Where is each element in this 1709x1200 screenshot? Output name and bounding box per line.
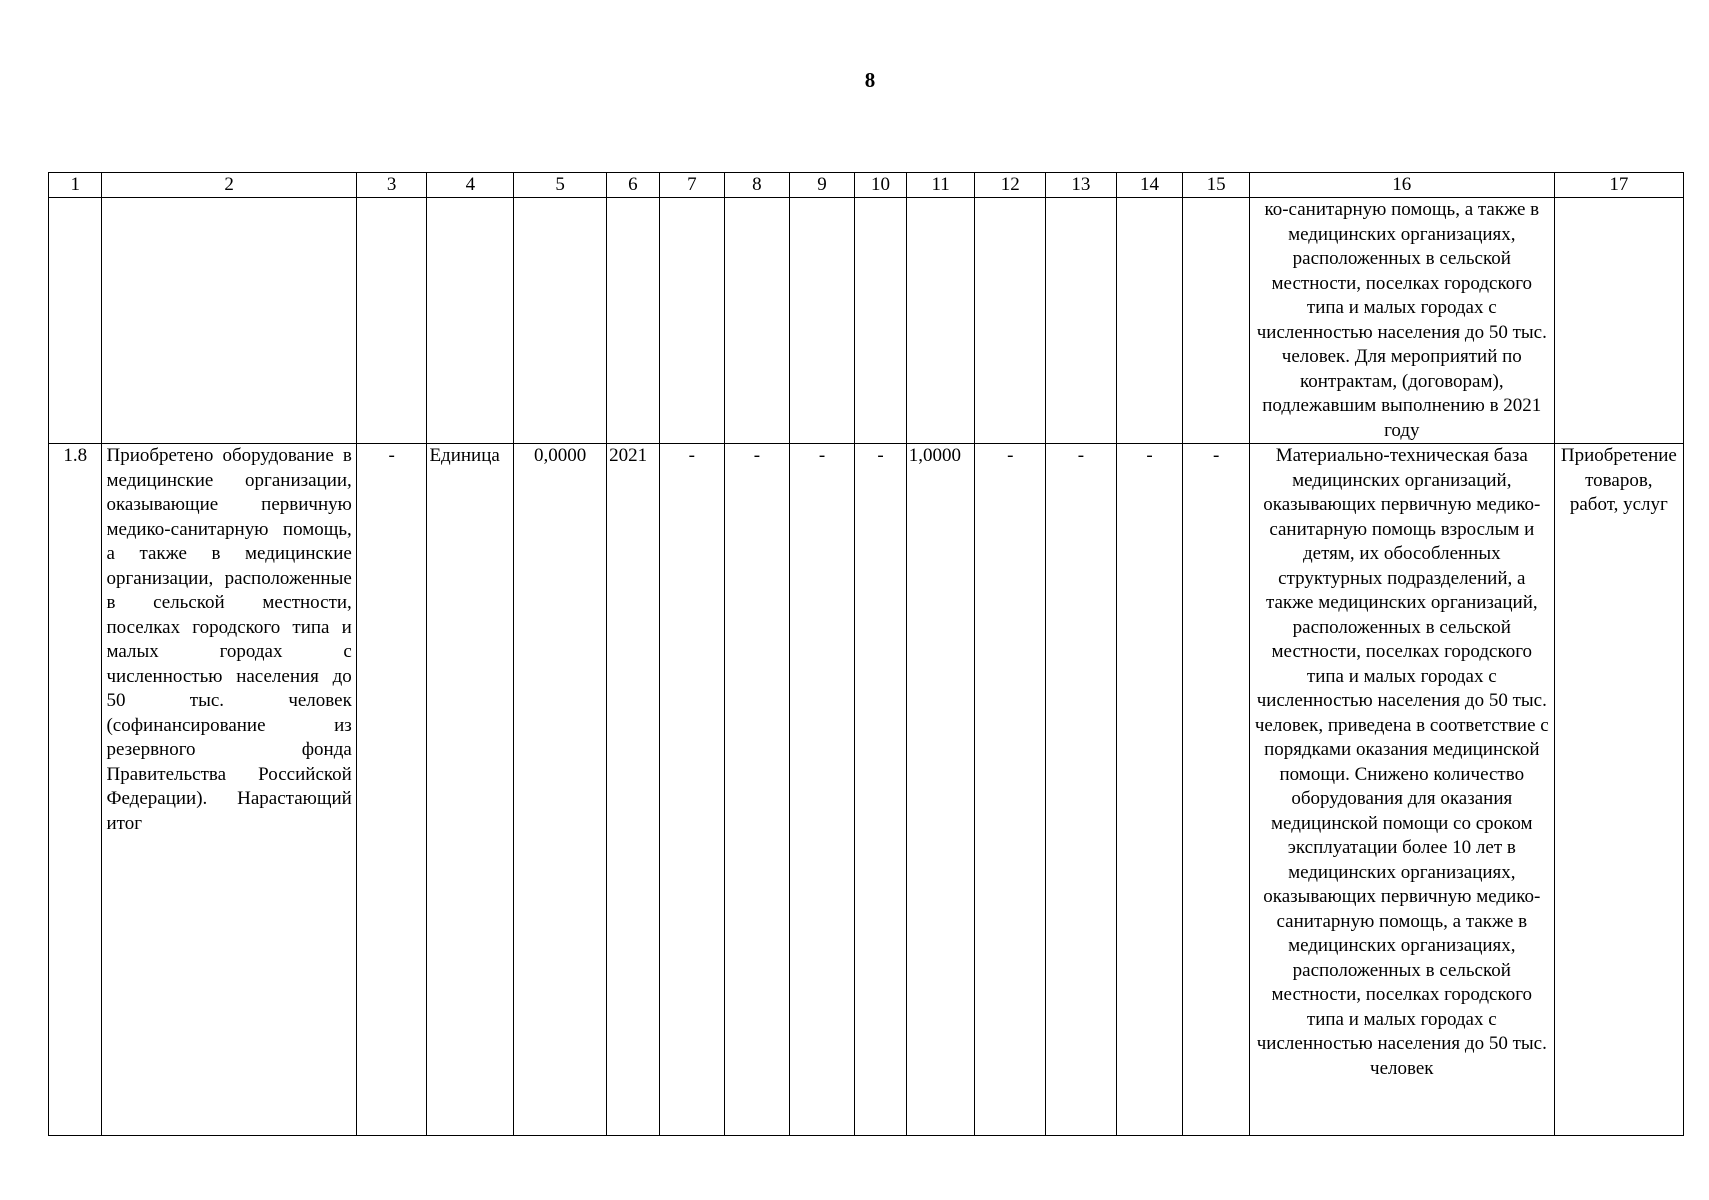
col12-cell: - xyxy=(975,444,1046,1136)
empty-cell xyxy=(855,198,906,444)
empty-cell xyxy=(607,198,659,444)
type-cell: Приобретение товаров, работ, услуг xyxy=(1554,444,1683,1136)
empty-cell xyxy=(1554,198,1683,444)
column-number-header: 14 xyxy=(1116,173,1183,198)
column-number-header: 16 xyxy=(1249,173,1554,198)
col9-cell: - xyxy=(789,444,855,1136)
col8-cell: - xyxy=(725,444,790,1136)
empty-cell xyxy=(1046,198,1117,444)
table-row xyxy=(49,444,1684,1136)
empty-cell xyxy=(514,198,607,444)
empty-cell xyxy=(49,198,102,444)
result-cell: Материально-техническая база медицинских организаций, оказывающих первичную медико-санитарную помощь взрослым и детям, их обособленных структурных подразделений, а также медицинских организаций, расположенных в сельской местности, поселках городского типа и малых городах с численностью населения до 50 тыс. человек, приведена в соответствие с порядками оказания медицинской помощи. Снижено количество оборудования для оказания медицинской помощи со сроком эксплуатации более 10 лет в медицинских организациях, оказывающих первичную медико-санитарную помощь, а также в медицинских организациях, расположенных в сельской местности, поселках городского типа и малых городах с численностью населения до 50 тыс. человек xyxy=(1249,444,1554,1136)
column-number-header: 3 xyxy=(356,173,427,198)
column-number-header: 13 xyxy=(1046,173,1117,198)
indicator-name-cell: Приобретено оборудование в медицинские организации, оказывающие первичную медико-санитарную помощь, а также в медицинские организации, расположенные в сельской местности, поселках городского типа и малых городах с численностью населения до 50 тыс. человек (софинансирование из резервного фонда Правительства Российской Федерации). Нарастающий итог xyxy=(102,444,356,1136)
table-header-row xyxy=(49,173,1684,198)
col7-cell: - xyxy=(659,444,725,1136)
empty-cell xyxy=(102,198,356,444)
base-value-cell: 0,0000 xyxy=(514,444,607,1136)
page-number: 8 xyxy=(864,68,876,92)
empty-cell xyxy=(356,198,427,444)
empty-cell xyxy=(1183,198,1250,444)
column-number-header: 15 xyxy=(1183,173,1250,198)
column-number-header: 5 xyxy=(514,173,607,198)
empty-cell xyxy=(1116,198,1183,444)
column-number-header: 1 xyxy=(49,173,102,198)
row-number-cell: 1.8 xyxy=(49,444,102,1136)
empty-cell xyxy=(975,198,1046,444)
col11-cell: 1,0000 xyxy=(906,444,975,1136)
unit-cell: Единица xyxy=(427,444,514,1136)
indicators-table xyxy=(48,172,1684,1136)
empty-cell xyxy=(906,198,975,444)
col3-cell: - xyxy=(356,444,427,1136)
column-number-header: 4 xyxy=(427,173,514,198)
empty-cell xyxy=(725,198,790,444)
year-cell: 2021 xyxy=(607,444,659,1136)
column-number-header: 10 xyxy=(855,173,906,198)
col13-cell: - xyxy=(1046,444,1117,1136)
empty-cell xyxy=(659,198,725,444)
column-number-header: 12 xyxy=(975,173,1046,198)
column-number-header: 9 xyxy=(789,173,855,198)
column-number-header: 7 xyxy=(659,173,725,198)
result-continuation-cell: ко-санитарную помощь, а также в медицинских организациях, расположенных в сельской местности, поселках городского типа и малых городах с численностью населения до 50 тыс. человек. Для мероприятий по контрактам, (договорам), подлежавшим выполнению в 2021 году xyxy=(1249,198,1554,444)
column-number-header: 17 xyxy=(1554,173,1683,198)
empty-cell xyxy=(789,198,855,444)
col14-cell: - xyxy=(1116,444,1183,1136)
column-number-header: 11 xyxy=(906,173,975,198)
column-number-header: 8 xyxy=(725,173,790,198)
column-number-header: 2 xyxy=(102,173,356,198)
col15-cell: - xyxy=(1183,444,1250,1136)
empty-cell xyxy=(427,198,514,444)
table-row xyxy=(49,198,1684,444)
column-number-header: 6 xyxy=(607,173,659,198)
col10-cell: - xyxy=(855,444,906,1136)
